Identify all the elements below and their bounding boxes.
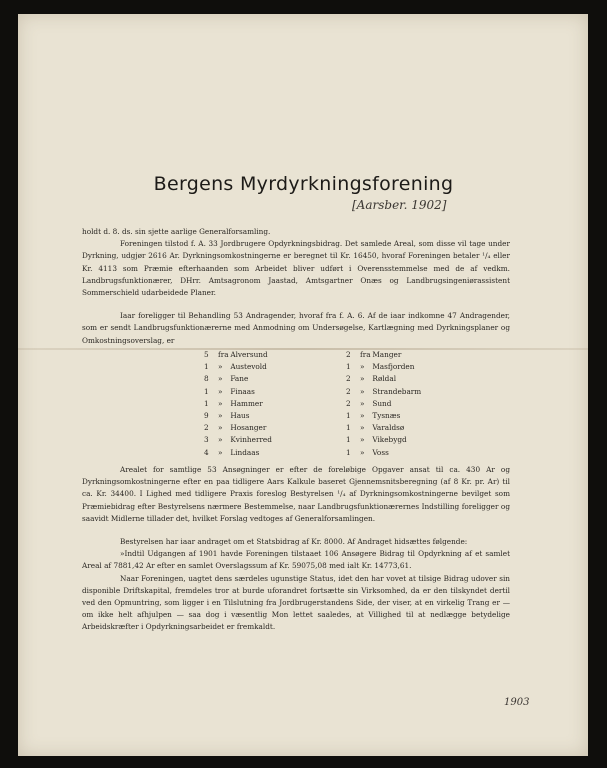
- paragraph-applications: Iaar foreligger til Behandling 53 Andragender, hvoraf fra f. A. 6. Af de iaar indkomne 47 Andragender, som er sendt Landbrugsfunktionærerne med Anmodning om Undersøgelse, Kartlægning med Dyrkningsplaner og Omkostningsoverslag, er: [82, 311, 510, 345]
- list-item: 1 » Tysnæs: [346, 411, 401, 421]
- list-item: 1 » Voss: [346, 447, 389, 457]
- paragraph-opening: holdt d. 8. ds. sin sjette aarlige Generalforsamling.: [82, 227, 271, 236]
- list-item: 1 » Hammer: [204, 398, 263, 408]
- list-item: 1 » Austevold: [204, 362, 267, 372]
- district-column-left: [204, 349, 344, 459]
- list-item: 2 » Røldal: [346, 374, 397, 384]
- list-item: 2 fra Manger: [346, 350, 402, 359]
- list-item: 1 » Varaldsø: [346, 423, 405, 433]
- list-item: 2 » Strandebarm: [346, 386, 422, 396]
- handwritten-year: 1903: [504, 697, 530, 708]
- document-title: Bergens Myrdyrkningsforening: [153, 173, 454, 195]
- paragraph-quote: »Indtil Udgangen af 1901 havde Foreningen tilstaaet 106 Ansøgere Bidrag til Opdyrkning af et samlet Areal af 7881,42 Ar efter en samlet Overslagssum af Kr. 59075,08 med ialt Kr. 14773,61.: [82, 549, 510, 571]
- intro-text: [82, 226, 510, 347]
- list-item: 9 » Haus: [204, 411, 250, 421]
- closing-text: [82, 464, 510, 634]
- district-column-right: [346, 349, 466, 459]
- list-item: 5 fra Alversund: [204, 350, 268, 359]
- list-item: 1 » Masfjorden: [346, 362, 415, 372]
- paragraph-area: Arealet for samtlige 53 Ansøgninger er efter de foreløbige Opgaver ansat til ca. 430 Ar og Dyrkningsomkostningerne efter en paa tidligere Aars Kalkule baseret Gjennemsnitsberegning (af 8 Kr. pr. Ar) til ca. Kr. 34400. I Lighed med tidligere Praxis foreslog Bestyrelsen ¹/₄ af Dyrkningsomkostningerne bevilget som Præmiebidrag efter Bestyrelsens nærmere Bestemmelse, naar Landbrugsfunktionærernes Indstilling foreligger og saavidt Midlerne tillader det, hvilket Forslag vedtoges af Generalforsamlingen.: [82, 465, 510, 523]
- paragraph-grants: Foreningen tilstod f. A. 33 Jordbrugere Opdyrkningsbidrag. Det samlede Areal, som disse vil tage under Dyrkning, udgjør 2616 Ar. Dyrkningsomkostningerne er beregnet til Kr. 16450, hvoraf Foreningen betaler ¹/₄ eller Kr. 4113 som Præmie efterhaanden som Arbeidet bliver udført i Overensstemmelse med de af vedkm. Landbrugsfunktionærer, DHrr. Amtsagronom Jaastad, Amtsgartner Onæs og Landbrugsingeniørassistent Sommerschield udarbeidede Planer.: [82, 239, 510, 298]
- list-item: 2 » Sund: [346, 398, 392, 408]
- handwritten-annotation: [Aarsber. 1902]: [352, 198, 447, 212]
- list-item: 1 » Vikebygd: [346, 435, 407, 445]
- paragraph-state-grant: Bestyrelsen har iaar andraget om et Statsbidrag af Kr. 8000. Af Andraget hidsættes følgende:: [120, 537, 468, 547]
- list-item: 1 » Finaas: [204, 386, 255, 396]
- list-item: 3 » Kvinherred: [204, 435, 272, 445]
- paragraph-continuation: Naar Foreningen, uagtet dens særdeles ugunstige Status, idet den har vovet at tilsige Bidrag udover sin disponible Driftskapital, fremdeles tror at burde uforandret fortsætte sin Virksomhed, da er den tilskyndet dertil ved den Opmuntring, som ligger i en Tilslutning fra Jordbrugerstandens Side, der viser, at en virkelig Trang er — om ikke helt afhjulpen — saa dog i væsentlig Mon lettet saaledes, at Villighed til at nedlægge betydelige Arbeidskræfter i Opdyrkningsarbeidet er fremkaldt.: [82, 573, 510, 632]
- list-item: 8 » Fane: [204, 374, 249, 384]
- list-item: 2 » Hosanger: [204, 423, 267, 433]
- list-item: 4 » Lindaas: [204, 447, 260, 457]
